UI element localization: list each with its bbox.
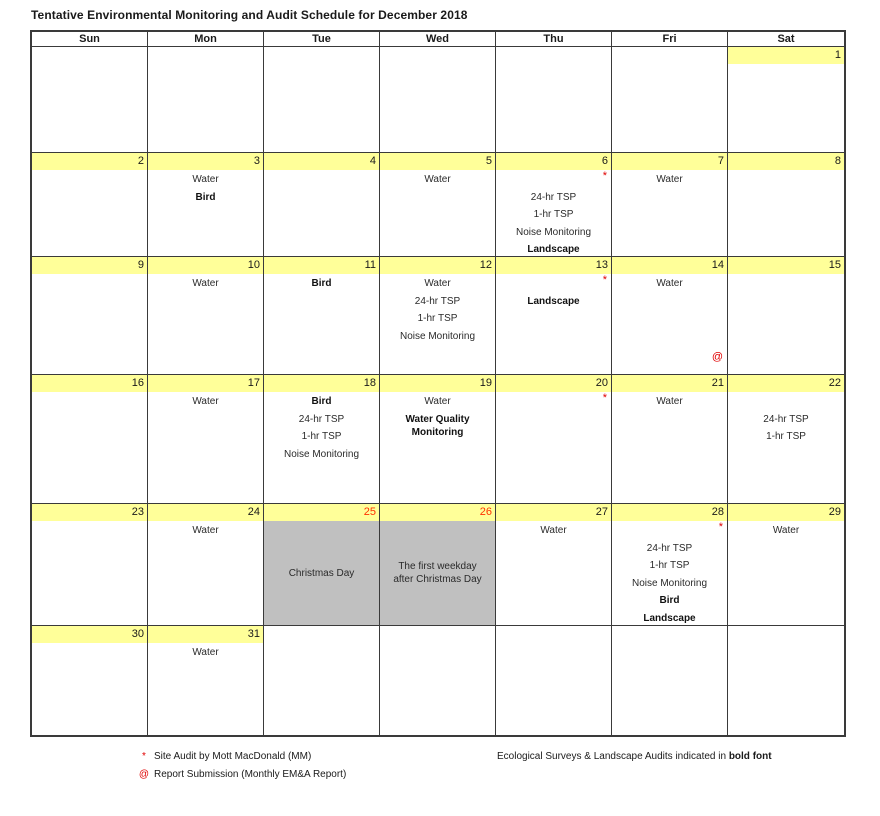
schedule-item: Water — [656, 174, 683, 185]
day-header-row — [32, 32, 844, 47]
day-cell-15 — [728, 257, 844, 375]
date-strip — [32, 153, 147, 170]
day-body — [148, 170, 263, 256]
day-body — [728, 64, 844, 152]
date-strip — [728, 47, 844, 64]
date-strip — [612, 375, 727, 392]
week-row-2 — [32, 153, 844, 257]
date-number: 1 — [834, 49, 841, 61]
date-strip — [728, 153, 844, 170]
site-audit-legend — [138, 748, 346, 766]
schedule-item: Water — [424, 174, 451, 185]
schedule-item: Water Quality Monitoring — [405, 413, 470, 438]
schedule-item: 1-hr TSP — [649, 560, 690, 571]
day-body — [264, 274, 379, 374]
day-body — [496, 643, 611, 735]
date-strip — [728, 257, 844, 274]
schedule-item: Water — [424, 396, 451, 407]
report-submission-legend-text: Report Submission (Monthly EM&A Report) — [154, 769, 347, 780]
day-cell-3 — [148, 153, 264, 257]
date-strip — [148, 504, 263, 521]
day-body — [148, 643, 263, 735]
day-cell-empty — [612, 47, 728, 153]
site-audit-icon: * — [718, 521, 723, 533]
day-body — [728, 643, 844, 735]
day-body — [148, 274, 263, 374]
date-strip — [148, 257, 263, 274]
day-header-tue: Tue — [264, 32, 380, 47]
date-number: 14 — [711, 259, 724, 271]
date-number: 29 — [828, 506, 841, 518]
day-cell-20 — [496, 375, 612, 504]
week-row-6 — [32, 626, 844, 735]
week-row-5 — [32, 504, 844, 626]
schedule-item: 24-hr TSP — [414, 295, 461, 307]
day-body — [32, 521, 147, 625]
site-audit-asterisk-icon: * — [142, 751, 146, 762]
day-body — [728, 521, 844, 625]
schedule-item: Water — [540, 525, 567, 536]
date-number: 15 — [828, 259, 841, 271]
date-number: 22 — [828, 377, 841, 389]
date-strip — [264, 153, 379, 170]
date-strip — [32, 257, 147, 274]
date-strip — [264, 504, 379, 521]
day-header-fri: Fri — [612, 32, 728, 47]
day-header-thu: Thu — [496, 32, 612, 47]
date-number: 13 — [595, 259, 608, 271]
date-strip — [380, 257, 495, 274]
date-strip — [264, 257, 379, 274]
day-cell-empty — [264, 626, 380, 735]
day-cell-empty — [148, 47, 264, 153]
date-number: 2 — [137, 155, 144, 167]
date-strip — [728, 626, 844, 643]
day-cell-29 — [728, 504, 844, 626]
date-strip — [148, 375, 263, 392]
day-cell-empty — [496, 626, 612, 735]
day-cell-empty — [496, 47, 612, 153]
schedule-item: 24-hr TSP — [530, 191, 577, 203]
schedule-item: The first weekday after Christmas Day — [393, 561, 482, 585]
bold-font-note-bold: bold font — [728, 751, 772, 762]
day-body — [32, 170, 147, 256]
date-strip — [148, 47, 263, 64]
date-strip — [32, 47, 147, 64]
day-cell-19 — [380, 375, 496, 504]
day-cell-28 — [612, 504, 728, 626]
day-cell-31 — [148, 626, 264, 735]
day-cell-14 — [612, 257, 728, 375]
date-strip — [380, 626, 495, 643]
day-body — [496, 170, 611, 257]
day-body — [264, 521, 379, 625]
day-cell-5 — [380, 153, 496, 257]
date-number: 25 — [363, 506, 376, 518]
day-cell-30 — [32, 626, 148, 735]
day-cell-1 — [728, 47, 844, 153]
date-number: 28 — [711, 506, 724, 518]
day-body — [612, 64, 727, 152]
week-row-3 — [32, 257, 844, 375]
day-body — [264, 170, 379, 256]
schedule-item: Water — [656, 278, 683, 289]
day-cell-2 — [32, 153, 148, 257]
date-number: 9 — [137, 259, 144, 271]
date-strip — [264, 626, 379, 643]
day-header-sat: Sat — [728, 32, 844, 47]
date-strip — [264, 375, 379, 392]
schedule-item: Landscape — [527, 295, 580, 307]
day-body — [148, 392, 263, 503]
calendar-weeks — [32, 47, 844, 735]
day-header-mon: Mon — [148, 32, 264, 47]
date-number: 27 — [595, 506, 608, 518]
report-submission-icon: @ — [711, 351, 723, 363]
day-cell-empty — [32, 47, 148, 153]
day-body — [728, 392, 844, 503]
date-strip — [264, 47, 379, 64]
day-body — [32, 392, 147, 503]
schedule-item: 1-hr TSP — [301, 431, 342, 442]
date-number: 10 — [247, 259, 260, 271]
day-body — [612, 170, 727, 256]
schedule-item: Water — [772, 525, 800, 536]
site-audit-icon: * — [602, 274, 607, 286]
day-cell-12 — [380, 257, 496, 375]
schedule-item: Water — [656, 396, 683, 407]
date-strip — [728, 504, 844, 521]
week-row-1 — [32, 47, 844, 153]
day-cell-26 — [380, 504, 496, 626]
schedule-item: Water — [192, 525, 219, 536]
site-audit-legend-text: Site Audit by Mott MacDonald (MM) — [154, 751, 312, 762]
date-strip — [496, 626, 611, 643]
date-strip — [728, 375, 844, 392]
day-cell-7 — [612, 153, 728, 257]
schedule-item: Landscape — [527, 244, 580, 255]
date-number: 12 — [479, 259, 492, 271]
day-cell-21 — [612, 375, 728, 504]
day-body — [496, 392, 611, 503]
schedule-item: Christmas Day — [288, 567, 355, 579]
schedule-item: Water — [192, 396, 219, 407]
date-strip — [612, 257, 727, 274]
day-cell-22 — [728, 375, 844, 504]
day-body — [728, 170, 844, 256]
date-strip — [380, 504, 495, 521]
date-number: 19 — [479, 377, 492, 389]
schedule-item: Bird — [311, 278, 332, 289]
site-audit-icon: * — [602, 392, 607, 404]
day-cell-8 — [728, 153, 844, 257]
date-strip — [496, 47, 611, 64]
date-strip — [380, 47, 495, 64]
schedule-item: Noise Monitoring — [399, 330, 476, 342]
date-strip — [612, 47, 727, 64]
schedule-item: Landscape — [643, 612, 696, 624]
day-cell-10 — [148, 257, 264, 375]
date-strip — [612, 504, 727, 521]
date-number: 17 — [247, 377, 260, 389]
date-strip — [496, 504, 611, 521]
schedule-item: Water — [424, 278, 451, 289]
day-body — [612, 643, 727, 735]
schedule-item: 24-hr TSP — [646, 542, 693, 554]
date-strip — [496, 257, 611, 274]
date-number: 24 — [247, 506, 260, 518]
schedule-item: 1-hr TSP — [533, 209, 574, 220]
date-number: 26 — [479, 506, 492, 518]
date-number: 30 — [131, 628, 144, 640]
day-body — [264, 392, 379, 503]
date-strip — [496, 153, 611, 170]
day-cell-23 — [32, 504, 148, 626]
date-strip — [380, 153, 495, 170]
schedule-item: 1-hr TSP — [417, 313, 458, 324]
bold-font-note — [497, 751, 772, 762]
day-body — [380, 643, 495, 735]
report-submission-at-icon: @ — [138, 769, 150, 780]
date-number: 8 — [834, 155, 841, 167]
schedule-item: Water — [192, 647, 219, 658]
day-cell-25 — [264, 504, 380, 626]
schedule-item: Noise Monitoring — [283, 448, 360, 460]
date-number: 16 — [131, 377, 144, 389]
date-number: 5 — [485, 155, 492, 167]
site-audit-icon: * — [602, 170, 607, 182]
day-cell-17 — [148, 375, 264, 504]
day-header-wed: Wed — [380, 32, 496, 47]
date-strip — [380, 375, 495, 392]
schedule-item: 1-hr TSP — [766, 431, 806, 442]
date-number: 7 — [717, 155, 724, 167]
page-title: Tentative Environmental Monitoring and Audit Schedule for December 2018 — [31, 8, 468, 22]
schedule-item: Bird — [659, 595, 680, 606]
date-number: 31 — [247, 628, 260, 640]
day-body — [264, 643, 379, 735]
date-strip — [612, 626, 727, 643]
date-strip — [496, 375, 611, 392]
calendar-table — [30, 30, 846, 737]
schedule-item: 24-hr TSP — [298, 413, 345, 425]
day-body — [612, 392, 727, 503]
day-cell-27 — [496, 504, 612, 626]
day-body — [612, 274, 727, 374]
legend — [138, 748, 346, 784]
schedule-item: Water — [192, 278, 219, 289]
schedule-item — [612, 522, 727, 540]
day-body — [32, 643, 147, 735]
day-cell-11 — [264, 257, 380, 375]
date-strip — [148, 626, 263, 643]
day-body — [380, 392, 495, 503]
bold-font-note-prefix: Ecological Surveys & Landscape Audits indicated in — [497, 751, 729, 762]
schedule-item — [496, 275, 611, 293]
schedule-item: Bird — [195, 191, 216, 203]
day-body — [32, 274, 147, 374]
schedule-item: Noise Monitoring — [631, 577, 708, 589]
day-body — [496, 521, 611, 625]
day-body — [148, 521, 263, 625]
report-submission-legend — [138, 766, 346, 784]
date-number: 3 — [253, 155, 260, 167]
day-cell-empty — [612, 626, 728, 735]
day-body — [728, 274, 844, 374]
day-cell-empty — [264, 47, 380, 153]
schedule-item: 24-hr TSP — [763, 413, 809, 425]
date-number: 11 — [364, 259, 376, 271]
day-cell-6 — [496, 153, 612, 257]
day-cell-18 — [264, 375, 380, 504]
day-body — [496, 274, 611, 374]
date-number: 6 — [601, 155, 608, 167]
day-cell-empty — [380, 626, 496, 735]
schedule-item: Bird — [311, 396, 332, 407]
date-number: 23 — [131, 506, 144, 518]
date-strip — [32, 626, 147, 643]
day-cell-9 — [32, 257, 148, 375]
day-cell-4 — [264, 153, 380, 257]
date-strip — [32, 375, 147, 392]
schedule-item: Water — [192, 174, 219, 185]
day-cell-empty — [728, 626, 844, 735]
date-number: 21 — [711, 377, 724, 389]
day-body — [32, 64, 147, 152]
day-cell-empty — [380, 47, 496, 153]
day-cell-24 — [148, 504, 264, 626]
day-body — [148, 64, 263, 152]
day-cell-16 — [32, 375, 148, 504]
date-number: 20 — [595, 377, 608, 389]
schedule-item — [496, 171, 611, 189]
day-body — [380, 170, 495, 256]
date-number: 4 — [369, 155, 376, 167]
date-strip — [32, 504, 147, 521]
date-number: 18 — [363, 377, 376, 389]
day-body — [264, 64, 379, 152]
date-strip — [148, 153, 263, 170]
day-body — [612, 521, 727, 626]
day-cell-13 — [496, 257, 612, 375]
schedule-item: Noise Monitoring — [515, 226, 592, 238]
day-body — [380, 64, 495, 152]
day-header-sun: Sun — [32, 32, 148, 47]
day-body — [496, 64, 611, 152]
date-strip — [612, 153, 727, 170]
week-row-4 — [32, 375, 844, 504]
day-body — [380, 274, 495, 374]
day-body — [380, 521, 495, 625]
schedule-item — [728, 393, 844, 411]
